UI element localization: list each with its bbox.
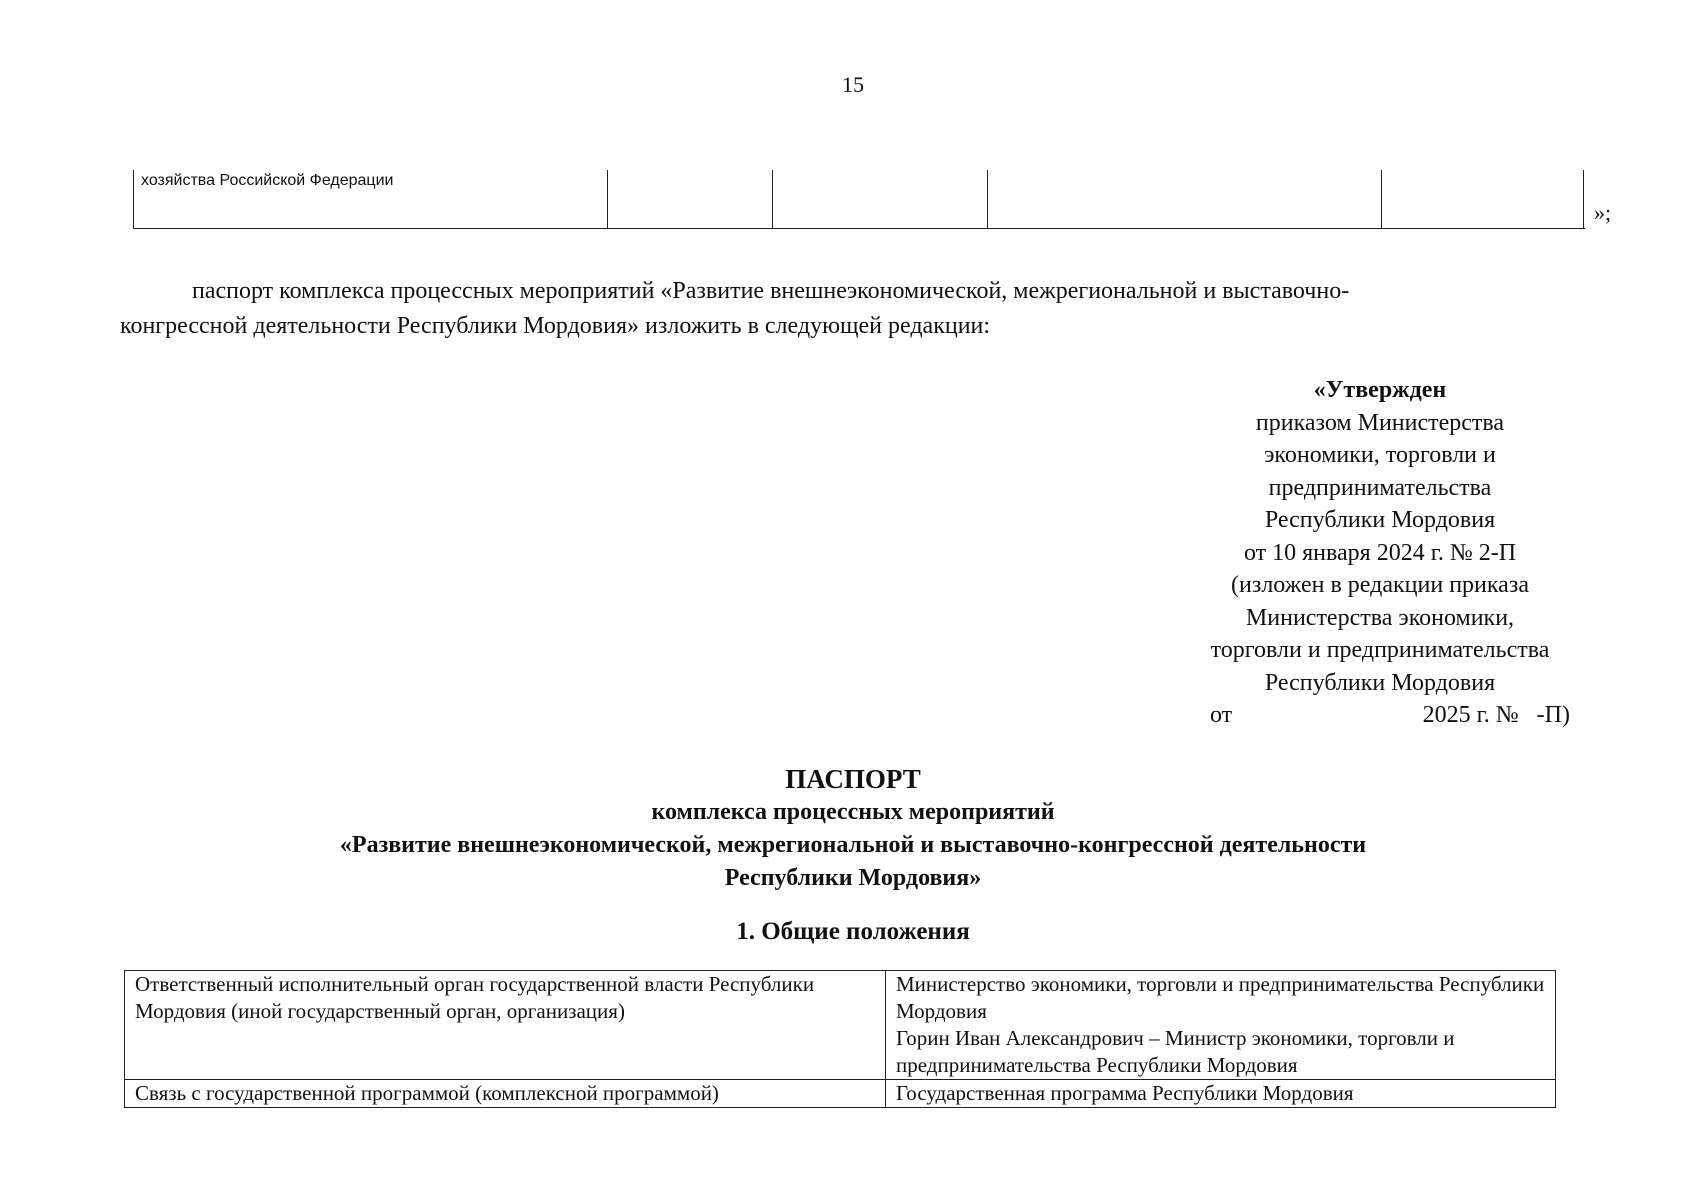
table-cell: Государственная программа Республики Мордовия bbox=[886, 1080, 1556, 1108]
table-border bbox=[607, 170, 608, 228]
general-provisions-table bbox=[124, 970, 1556, 1108]
table-row bbox=[125, 971, 1556, 1080]
table-row bbox=[125, 1080, 1556, 1108]
cell-paragraph: Министерство экономики, торговли и предпринимательства Республики Мордовия bbox=[896, 972, 1545, 1023]
paragraph-line: паспорт комплекса процессных мероприятий «Развитие внешнеэкономической, межрегиональной и выставочно- bbox=[192, 278, 1350, 304]
table-cell: Ответственный исполнительный орган государственной власти Республики Мордовия (иной государственный орган, организация) bbox=[125, 971, 886, 1080]
closing-quote: »; bbox=[1594, 200, 1612, 225]
approval-date-line bbox=[1170, 699, 1590, 732]
approval-line: (изложен в редакции приказа bbox=[1231, 572, 1529, 598]
table-border bbox=[772, 170, 773, 228]
table-border bbox=[987, 170, 988, 228]
table-cell-text: хозяйства Российской Федерации bbox=[141, 172, 394, 189]
document-title bbox=[0, 762, 1706, 895]
table-border bbox=[133, 170, 134, 228]
date-suffix: 2025 г. № -П) bbox=[1422, 702, 1570, 728]
approval-heading: «Утвержден bbox=[1313, 377, 1447, 403]
top-table-fragment bbox=[133, 170, 1585, 229]
table-cell bbox=[886, 971, 1556, 1080]
amendment-paragraph bbox=[120, 274, 1570, 344]
approval-line: Республики Мордовия bbox=[1264, 507, 1496, 533]
cell-paragraph: Горин Иван Александрович – Министр экономики, торговли и предпринимательства Республики Мордовия bbox=[896, 1026, 1455, 1077]
title-line: комплекса процессных мероприятий bbox=[651, 799, 1055, 825]
approval-line: торговли и предпринимательства bbox=[1210, 637, 1550, 663]
section-heading: 1. Общие положения bbox=[736, 918, 970, 945]
table-border bbox=[1583, 170, 1584, 228]
table-border bbox=[1381, 170, 1382, 228]
approval-line: Республики Мордовия bbox=[1264, 669, 1496, 696]
approval-stamp-block bbox=[1170, 374, 1590, 732]
approval-line: Министерства экономики, bbox=[1245, 604, 1515, 631]
approval-line: предпринимательства bbox=[1268, 474, 1492, 501]
paragraph-line: конгрессной деятельности Республики Мордовия» изложить в следующей редакции: bbox=[120, 313, 991, 339]
approval-line: экономики, торговли и bbox=[1264, 442, 1496, 468]
title-line: «Развитие внешнеэкономической, межрегиональной и выставочно-конгрессной деятельности bbox=[339, 832, 1367, 858]
page-number: 15 bbox=[842, 72, 864, 97]
title-main: ПАСПОРТ bbox=[785, 764, 921, 794]
approval-line: приказом Министерства bbox=[1255, 409, 1505, 436]
approval-line: от 10 января 2024 г. № 2-П bbox=[1243, 539, 1517, 566]
date-prefix: от bbox=[1210, 702, 1233, 728]
title-line: Республики Мордовия» bbox=[724, 865, 982, 891]
table-cell: Связь с государственной программой (комплексной программой) bbox=[125, 1080, 886, 1108]
